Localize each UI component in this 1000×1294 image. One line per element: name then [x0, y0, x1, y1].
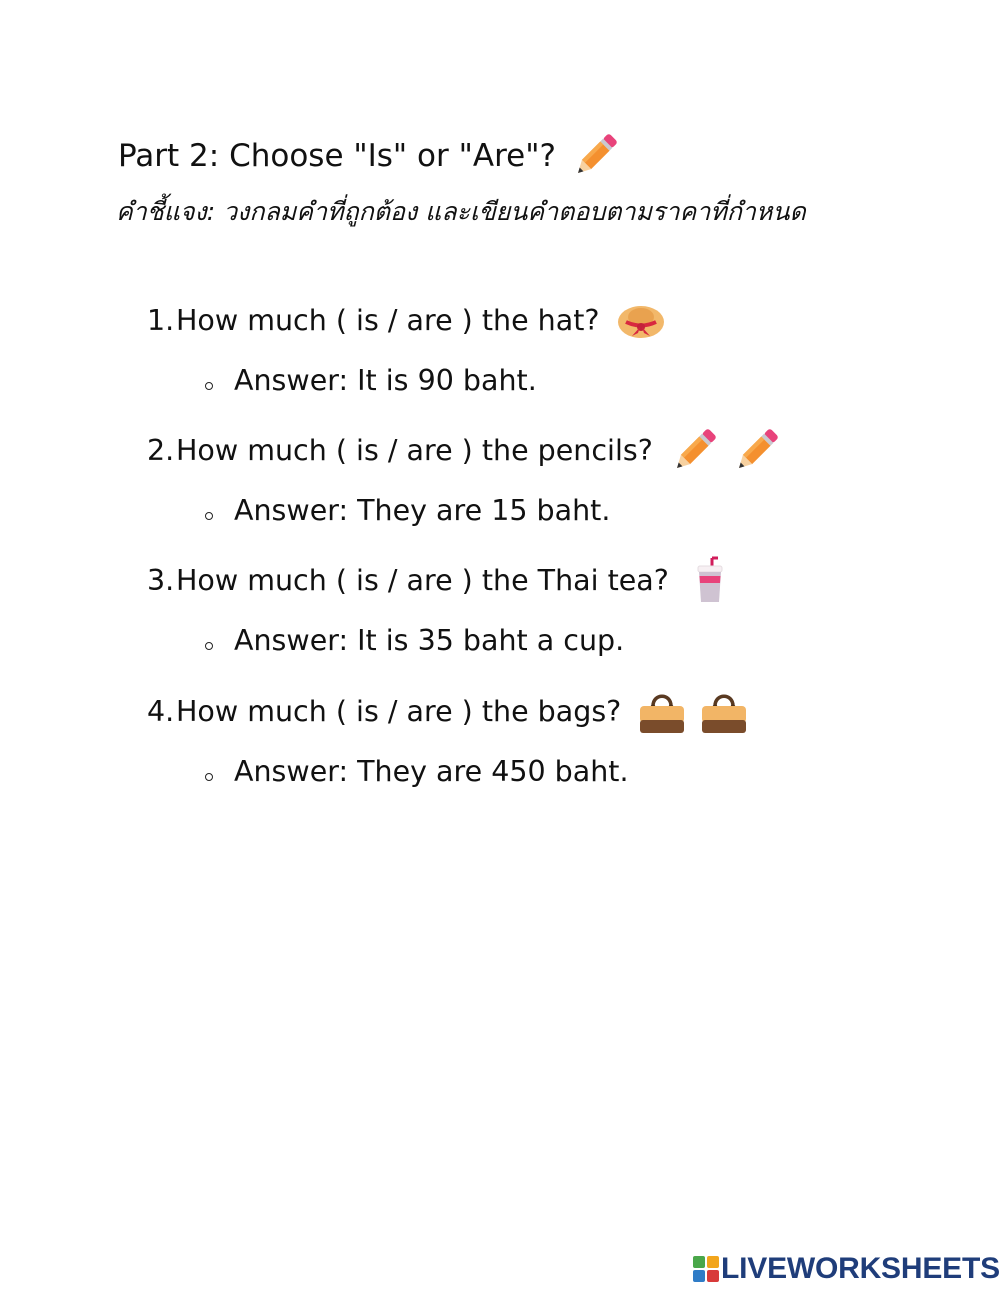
liveworksheets-logo[interactable] [693, 1252, 1000, 1286]
hat-icon [616, 296, 666, 346]
answer-4 [205, 750, 629, 794]
instructions: คำชี้แจง: วงกลมคำที่ถูกต้อง และเขียนคำตอบตามราคาที่กำหนด [116, 197, 806, 226]
answer-2 [205, 489, 610, 533]
answer-text: Answer: They are 15 baht. [234, 494, 611, 527]
question-number: 1. [147, 304, 175, 337]
question-number: 3. [147, 564, 175, 597]
handbag-icon [699, 687, 749, 737]
liveworksheets-logo-icon [693, 1256, 719, 1282]
logo-text: LIVEWORKSHEETS [721, 1252, 1000, 1285]
question-1 [147, 293, 666, 349]
question-text: How much ( is / are ) the bags? [176, 695, 622, 728]
bullet-icon [205, 512, 213, 520]
answer-text: Answer: It is 35 baht a cup. [234, 624, 625, 657]
question-text: How much ( is / are ) the hat? [176, 304, 600, 337]
bubble-tea-icon [685, 556, 735, 606]
answer-text: Answer: It is 90 baht. [234, 364, 537, 397]
question-3 [147, 553, 735, 609]
question-4 [147, 684, 749, 740]
question-number: 4. [147, 695, 175, 728]
question-number: 2. [147, 434, 175, 467]
question-text: How much ( is / are ) the pencils? [176, 434, 653, 467]
bullet-icon [205, 382, 213, 390]
answer-3 [205, 619, 624, 663]
title-text: Part 2: Choose "Is" or "Are"? [118, 138, 556, 174]
question-2 [147, 423, 781, 479]
bullet-icon [205, 773, 213, 781]
answer-text: Answer: They are 450 baht. [234, 755, 629, 788]
pencil-icon [570, 131, 620, 181]
pencil-icon [731, 426, 781, 476]
bullet-icon [205, 642, 213, 650]
question-text: How much ( is / are ) the Thai tea? [176, 564, 669, 597]
pencil-icon [669, 426, 719, 476]
answer-1 [205, 359, 537, 403]
handbag-icon [637, 687, 687, 737]
worksheet-title [118, 128, 620, 184]
